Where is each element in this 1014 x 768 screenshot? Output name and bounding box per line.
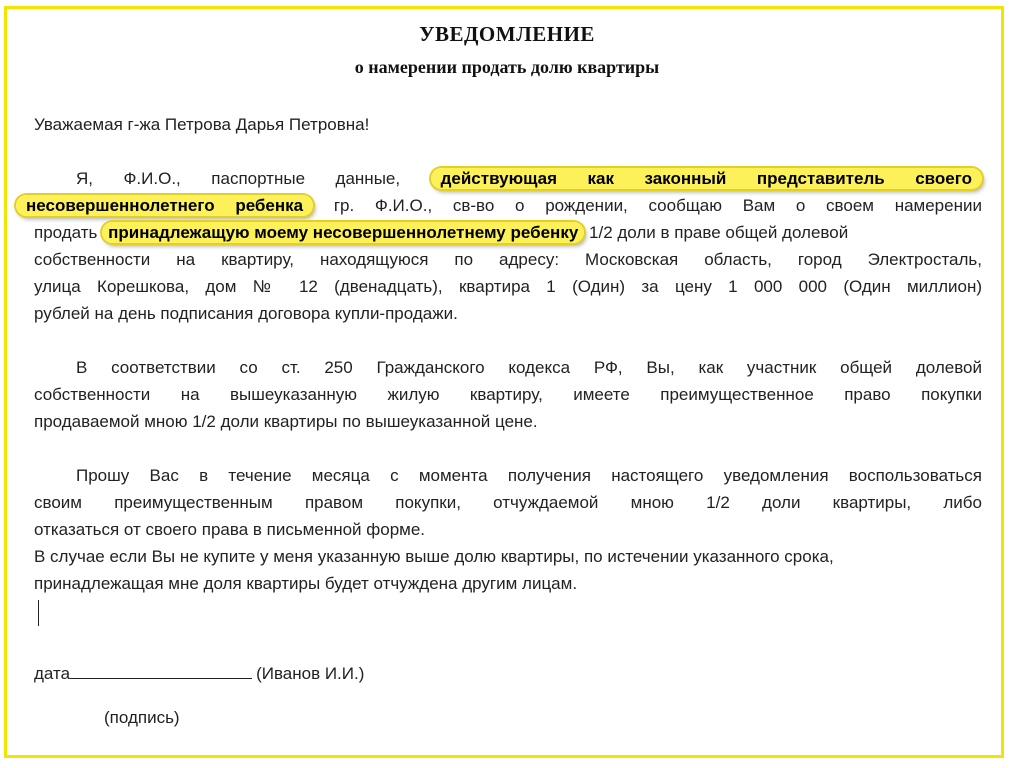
- p2-line-1-text: В соответствии со ст. 250 Гражданского кодекса РФ, Вы, как участник общей долевой: [76, 358, 982, 377]
- text-cursor: [38, 600, 39, 626]
- p1-line-1: [34, 167, 982, 191]
- p4-line-2: принадлежащая мне доля квартиры будет отчуждена другим лицам.: [34, 574, 578, 593]
- date-blank: [70, 660, 252, 679]
- p2-line-1: [34, 356, 982, 380]
- p3-line-1: [34, 464, 982, 488]
- highlight-minor-child: несовершеннолетнего ребенка: [16, 195, 313, 216]
- p3-line-3: отказаться от своего права в письменной форме.: [34, 520, 426, 539]
- signature-line: [34, 660, 982, 684]
- greeting: Уважаемая г-жа Петрова Дарья Петровна!: [34, 115, 370, 134]
- p4-line-1: В случае если Вы не купите у меня указанную выше долю квартиры, по истечении указанного срока,: [34, 547, 834, 566]
- highlight-belonging-child: принадлежащую моему несовершеннолетнему ребенку: [102, 222, 584, 243]
- document-subtitle: о намерении продать долю квартиры: [354, 57, 660, 77]
- p1-line-3-text-b: 1/2 доли в праве общей долевой: [589, 223, 849, 242]
- p1-line-2-text: гр. Ф.И.О., св-во о рождении, сообщаю Вам о своем намерении: [333, 196, 982, 215]
- p1-line-5: улица Корешкова, дом № 12 (двенадцать), квартира 1 (Один) за цену 1 000 000 (Один миллион): [34, 277, 982, 296]
- highlight-representative: действующая как законный представитель своего: [431, 168, 982, 189]
- date-label: дата: [34, 664, 71, 683]
- p1-line-3: [34, 221, 982, 245]
- signer-name: (Иванов И.И.): [256, 664, 365, 683]
- document-title: УВЕДОМЛЕНИЕ: [419, 22, 595, 46]
- p1-line-3-text-a: продать: [34, 223, 98, 242]
- p3-line-2: своим преимущественным правом покупки, отчуждаемой мною 1/2 доли квартиры, либо: [34, 493, 982, 512]
- p3-line-1-text: Прошу Вас в течение месяца с момента получения настоящего уведомления воспользоваться: [76, 466, 982, 485]
- p1-line-2: [26, 194, 982, 218]
- p1-line-4: собственности на квартиру, находящуюся по адресу: Московская область, город Электросталь,: [34, 250, 982, 269]
- p1-line-1-text: Я, Ф.И.О., паспортные данные,: [76, 169, 401, 188]
- signature-caption: (подпись): [104, 708, 180, 727]
- p2-line-2: собственности на вышеуказанную жилую квартиру, имеете преимущественное право покупки: [34, 385, 982, 404]
- p2-line-3: продаваемой мною 1/2 доли квартиры по вышеуказанной цене.: [34, 412, 538, 431]
- p1-line-6: рублей на день подписания договора купли-продажи.: [34, 304, 458, 323]
